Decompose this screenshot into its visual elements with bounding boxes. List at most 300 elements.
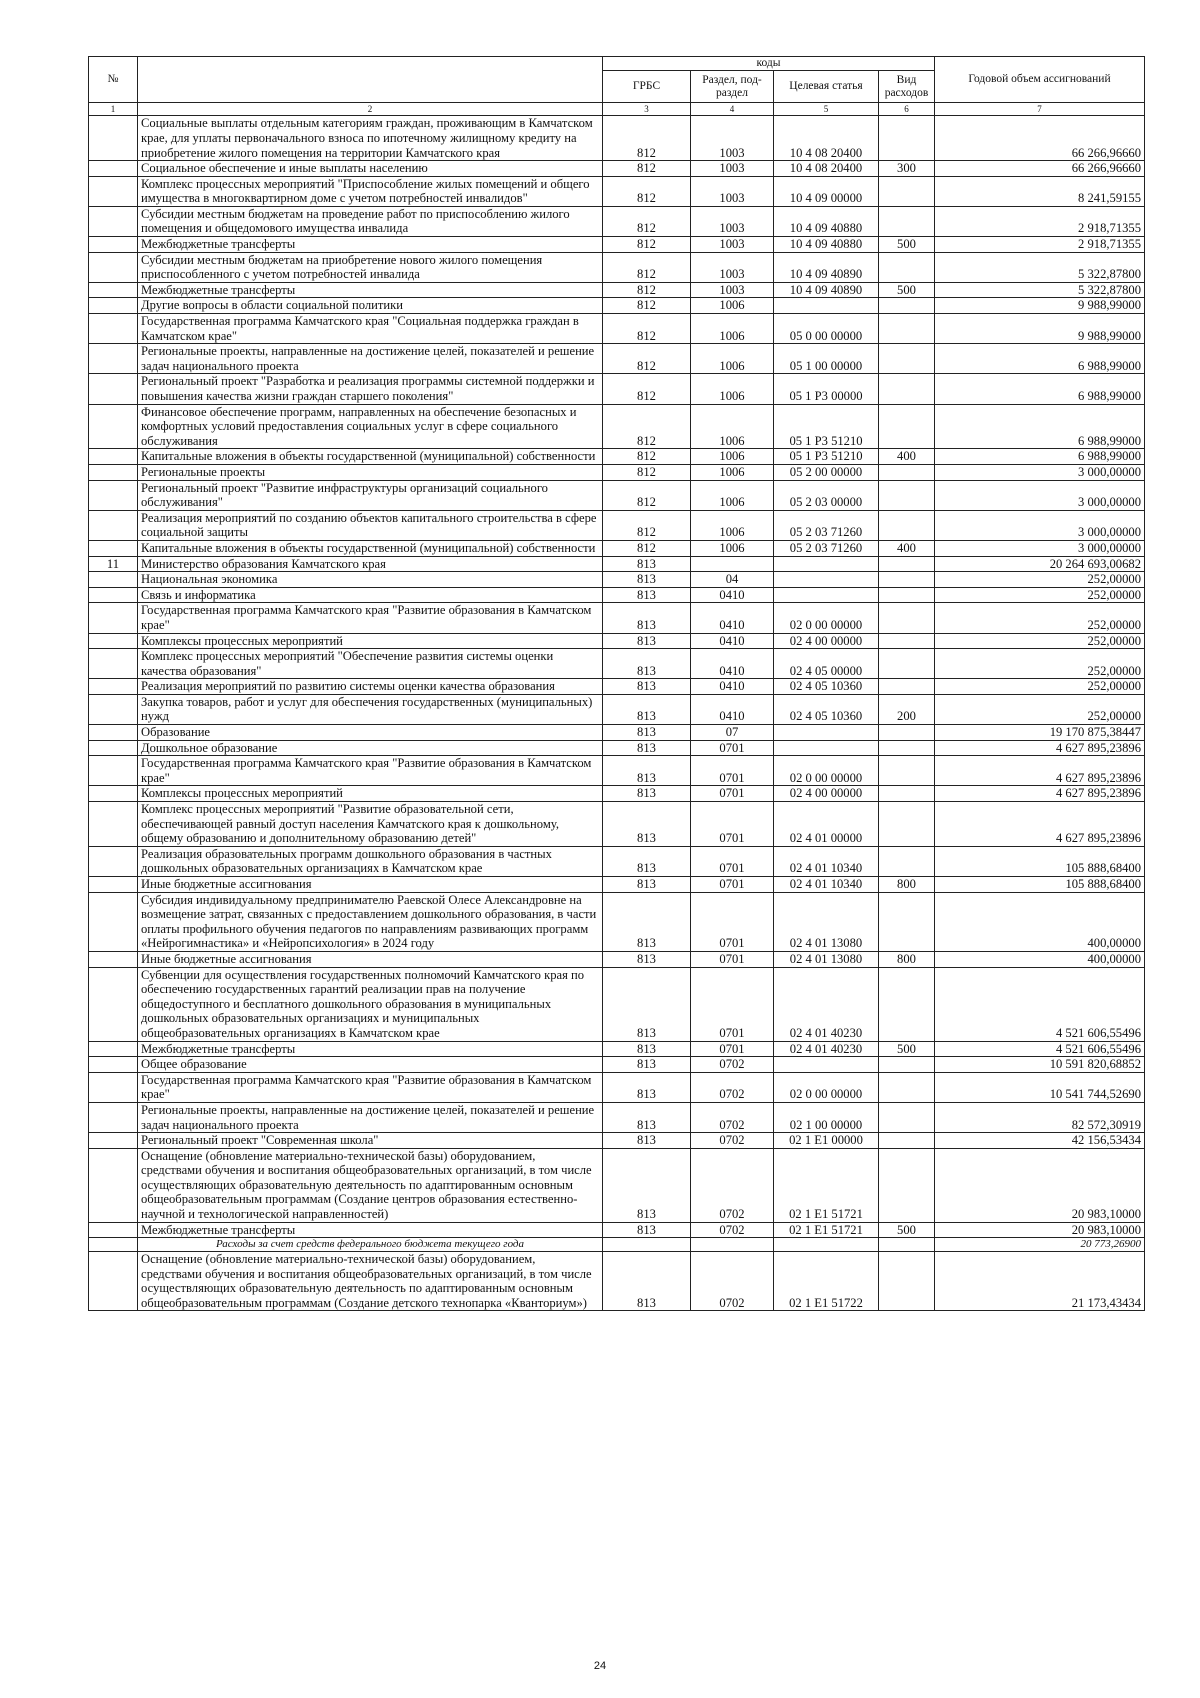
row-target-article: 02 4 01 10340 <box>774 846 879 876</box>
row-section: 1003 <box>691 176 774 206</box>
row-amount: 4 627 895,23896 <box>935 740 1145 756</box>
row-expense-type <box>879 206 935 236</box>
row-amount: 2 918,71355 <box>935 206 1145 236</box>
table-row <box>89 480 1145 510</box>
row-name: Национальная экономика <box>138 572 603 588</box>
row-grbs: 812 <box>603 344 691 374</box>
row-section: 1006 <box>691 404 774 449</box>
row-number <box>89 951 138 967</box>
row-target-article: 10 4 09 00000 <box>774 176 879 206</box>
row-amount: 4 627 895,23896 <box>935 756 1145 786</box>
row-expense-type <box>879 892 935 951</box>
header-index: 4 <box>691 103 774 116</box>
row-target-article: 05 1 P3 00000 <box>774 374 879 404</box>
header-index: 2 <box>138 103 603 116</box>
table-row <box>89 1222 1145 1238</box>
row-expense-type: 500 <box>879 237 935 253</box>
row-grbs: 812 <box>603 298 691 314</box>
table-row <box>89 679 1145 695</box>
row-number <box>89 572 138 588</box>
row-number <box>89 404 138 449</box>
row-number <box>89 740 138 756</box>
row-expense-type <box>879 176 935 206</box>
header-index: 3 <box>603 103 691 116</box>
header-name <box>138 57 603 103</box>
row-target-article: 02 0 00 00000 <box>774 603 879 633</box>
row-target-article: 02 4 01 10340 <box>774 877 879 893</box>
row-name: Капитальные вложения в объекты государственной (муниципальной) собственности <box>138 449 603 465</box>
row-expense-type <box>879 510 935 540</box>
row-target-article: 10 4 09 40890 <box>774 252 879 282</box>
table-row <box>89 1252 1145 1311</box>
row-name: Оснащение (обновление материально-технической базы) оборудованием, средствами обучения и воспитания общеобразовательных организаций, в том числе осуществляющих образовательную деятельность по адаптированным основным общеобразовательным программам (Создание детского технопарка «Кванториум») <box>138 1252 603 1311</box>
row-name: Комплекс процессных мероприятий "Развитие образовательной сети, обеспечивающей равный доступ населения Камчатского края к дошкольному, общему образованию и дополнительному образованию детей" <box>138 802 603 847</box>
row-target-article: 02 4 05 10360 <box>774 694 879 724</box>
row-number <box>89 298 138 314</box>
table-row <box>89 237 1145 253</box>
row-grbs: 813 <box>603 572 691 588</box>
row-amount: 20 264 693,00682 <box>935 556 1145 572</box>
row-target-article: 10 4 09 40880 <box>774 206 879 236</box>
row-number <box>89 877 138 893</box>
row-grbs: 812 <box>603 464 691 480</box>
row-expense-type <box>879 1057 935 1073</box>
row-number <box>89 892 138 951</box>
row-name: Другие вопросы в области социальной политики <box>138 298 603 314</box>
row-grbs: 812 <box>603 449 691 465</box>
row-target-article: 02 0 00 00000 <box>774 1072 879 1102</box>
row-section: 0702 <box>691 1133 774 1149</box>
table-row <box>89 649 1145 679</box>
table-row <box>89 449 1145 465</box>
row-amount: 66 266,96660 <box>935 161 1145 177</box>
row-number <box>89 1102 138 1132</box>
row-name: Расходы за счет средств федерального бюджета текущего года <box>138 1238 603 1252</box>
row-grbs: 813 <box>603 587 691 603</box>
row-expense-type <box>879 786 935 802</box>
row-section: 0702 <box>691 1252 774 1311</box>
row-name: Социальные выплаты отдельным категориям граждан, проживающим в Камчатском крае, для уплаты первоначального взноса по ипотечному жилищному кредиту на приобретение жилого помещения на территории Камчатского края <box>138 116 603 161</box>
row-section: 0701 <box>691 892 774 951</box>
row-expense-type: 500 <box>879 1222 935 1238</box>
header-index: 1 <box>89 103 138 116</box>
row-number <box>89 1041 138 1057</box>
row-grbs: 813 <box>603 633 691 649</box>
row-name: Региональный проект "Развитие инфраструктуры организаций социального обслуживания" <box>138 480 603 510</box>
row-name: Реализация мероприятий по развитию системы оценки качества образования <box>138 679 603 695</box>
table-row <box>89 587 1145 603</box>
row-section: 1003 <box>691 282 774 298</box>
row-number <box>89 679 138 695</box>
row-amount: 6 988,99000 <box>935 449 1145 465</box>
row-expense-type: 300 <box>879 161 935 177</box>
row-target-article: 02 1 00 00000 <box>774 1102 879 1132</box>
row-target-article: 02 4 01 40230 <box>774 967 879 1041</box>
table-row <box>89 556 1145 572</box>
row-grbs: 813 <box>603 556 691 572</box>
row-section: 0701 <box>691 1041 774 1057</box>
row-name: Государственная программа Камчатского края "Развитие образования в Камчатском крае" <box>138 1072 603 1102</box>
row-grbs: 813 <box>603 1148 691 1222</box>
row-expense-type <box>879 725 935 741</box>
row-number: 11 <box>89 556 138 572</box>
table-row <box>89 1148 1145 1222</box>
row-expense-type <box>879 464 935 480</box>
row-expense-type <box>879 633 935 649</box>
row-number <box>89 786 138 802</box>
row-amount: 20 773,26900 <box>935 1238 1145 1252</box>
row-number <box>89 116 138 161</box>
row-target-article: 10 4 08 20400 <box>774 161 879 177</box>
row-grbs: 812 <box>603 161 691 177</box>
table-row <box>89 1057 1145 1073</box>
row-section: 0702 <box>691 1057 774 1073</box>
row-number <box>89 1148 138 1222</box>
table-row <box>89 951 1145 967</box>
row-expense-type <box>879 1148 935 1222</box>
row-name: Региональный проект "Современная школа" <box>138 1133 603 1149</box>
table-body <box>89 116 1145 1311</box>
row-target-article <box>774 572 879 588</box>
row-name: Государственная программа Камчатского края "Развитие образования в Камчатском крае" <box>138 756 603 786</box>
table-row <box>89 725 1145 741</box>
row-expense-type <box>879 587 935 603</box>
row-grbs: 812 <box>603 282 691 298</box>
row-expense-type <box>879 679 935 695</box>
row-section: 1006 <box>691 314 774 344</box>
row-name: Реализация образовательных программ дошкольного образования в частных дошкольных образовательных организациях в Камчатском крае <box>138 846 603 876</box>
row-target-article: 02 1 E1 00000 <box>774 1133 879 1149</box>
row-target-article: 05 1 P3 51210 <box>774 449 879 465</box>
row-grbs: 813 <box>603 846 691 876</box>
row-expense-type <box>879 252 935 282</box>
row-section: 07 <box>691 725 774 741</box>
row-name: Иные бюджетные ассигнования <box>138 951 603 967</box>
row-number <box>89 603 138 633</box>
row-grbs: 813 <box>603 802 691 847</box>
row-target-article: 02 4 00 00000 <box>774 633 879 649</box>
row-section: 1003 <box>691 252 774 282</box>
row-target-article: 02 4 01 40230 <box>774 1041 879 1057</box>
page-number: 24 <box>593 1660 607 1672</box>
row-amount: 10 591 820,68852 <box>935 1057 1145 1073</box>
row-section: 0702 <box>691 1148 774 1222</box>
row-name: Субвенции для осуществления государственных полномочий Камчатского края по обеспечению государственных гарантий реализации прав на получение общедоступного и бесплатного дошкольного образования в муниципальных дошкольных образовательных организациях и муниципальных общеобразовательных организациях в Камчатском крае <box>138 967 603 1041</box>
row-amount: 6 988,99000 <box>935 344 1145 374</box>
table-row <box>89 176 1145 206</box>
row-expense-type <box>879 967 935 1041</box>
row-section: 0701 <box>691 967 774 1041</box>
row-target-article <box>774 298 879 314</box>
table-row <box>89 756 1145 786</box>
header-index: 7 <box>935 103 1145 116</box>
row-name: Социальное обеспечение и иные выплаты населению <box>138 161 603 177</box>
row-target-article: 02 4 05 00000 <box>774 649 879 679</box>
row-section: 0410 <box>691 603 774 633</box>
row-number <box>89 344 138 374</box>
row-section <box>691 556 774 572</box>
row-grbs: 812 <box>603 252 691 282</box>
row-name: Межбюджетные трансферты <box>138 1041 603 1057</box>
row-section: 0702 <box>691 1222 774 1238</box>
row-expense-type: 800 <box>879 877 935 893</box>
row-number <box>89 649 138 679</box>
row-name: Региональные проекты <box>138 464 603 480</box>
row-grbs: 812 <box>603 480 691 510</box>
row-expense-type <box>879 314 935 344</box>
row-amount: 42 156,53434 <box>935 1133 1145 1149</box>
table-row <box>89 404 1145 449</box>
table-row <box>89 967 1145 1041</box>
row-number <box>89 967 138 1041</box>
table-row <box>89 314 1145 344</box>
row-number <box>89 587 138 603</box>
row-amount: 3 000,00000 <box>935 510 1145 540</box>
table-row <box>89 464 1145 480</box>
row-number <box>89 252 138 282</box>
row-target-article: 05 0 00 00000 <box>774 314 879 344</box>
row-section: 1003 <box>691 161 774 177</box>
row-expense-type: 400 <box>879 540 935 556</box>
row-target-article: 02 1 E1 51722 <box>774 1252 879 1311</box>
row-target-article: 02 4 01 13080 <box>774 892 879 951</box>
row-section: 1006 <box>691 540 774 556</box>
row-amount: 252,00000 <box>935 603 1145 633</box>
row-section <box>691 1238 774 1252</box>
row-target-article <box>774 1057 879 1073</box>
row-section: 0410 <box>691 587 774 603</box>
row-name: Комплекс процессных мероприятий "Обеспечение развития системы оценки качества образования" <box>138 649 603 679</box>
row-target-article: 10 4 09 40890 <box>774 282 879 298</box>
row-name: Министерство образования Камчатского края <box>138 556 603 572</box>
row-section: 0702 <box>691 1102 774 1132</box>
row-amount: 19 170 875,38447 <box>935 725 1145 741</box>
row-section: 0410 <box>691 633 774 649</box>
row-grbs: 813 <box>603 967 691 1041</box>
row-number <box>89 633 138 649</box>
row-name: Межбюджетные трансферты <box>138 237 603 253</box>
row-name: Оснащение (обновление материально-технической базы) оборудованием, средствами обучения и воспитания общеобразовательных организаций, в том числе осуществляющих образовательную деятельность по адаптированным основным общеобразовательным программам (Создание центров образования естественно-научной и технологической направленностей) <box>138 1148 603 1222</box>
row-section: 1006 <box>691 344 774 374</box>
row-expense-type: 400 <box>879 449 935 465</box>
header-no: № <box>89 57 138 103</box>
row-number <box>89 846 138 876</box>
row-amount: 5 322,87800 <box>935 282 1145 298</box>
row-section: 0702 <box>691 1072 774 1102</box>
row-expense-type <box>879 1072 935 1102</box>
row-number <box>89 540 138 556</box>
row-expense-type <box>879 603 935 633</box>
row-target-article: 02 0 00 00000 <box>774 756 879 786</box>
row-target-article: 10 4 08 20400 <box>774 116 879 161</box>
row-amount: 400,00000 <box>935 892 1145 951</box>
row-target-article <box>774 725 879 741</box>
row-number <box>89 694 138 724</box>
row-grbs: 812 <box>603 237 691 253</box>
row-section: 0701 <box>691 802 774 847</box>
row-amount: 400,00000 <box>935 951 1145 967</box>
row-section: 0701 <box>691 877 774 893</box>
row-number <box>89 510 138 540</box>
row-amount: 252,00000 <box>935 649 1145 679</box>
row-section: 1006 <box>691 298 774 314</box>
row-target-article: 05 1 00 00000 <box>774 344 879 374</box>
row-name: Дошкольное образование <box>138 740 603 756</box>
row-expense-type <box>879 1102 935 1132</box>
header-index: 6 <box>879 103 935 116</box>
row-target-article: 05 2 03 71260 <box>774 540 879 556</box>
table-row <box>89 344 1145 374</box>
row-name: Межбюджетные трансферты <box>138 1222 603 1238</box>
row-amount: 252,00000 <box>935 587 1145 603</box>
row-section: 1006 <box>691 374 774 404</box>
row-amount: 66 266,96660 <box>935 116 1145 161</box>
row-grbs: 813 <box>603 756 691 786</box>
row-amount: 105 888,68400 <box>935 877 1145 893</box>
row-grbs: 813 <box>603 740 691 756</box>
row-name: Финансовое обеспечение программ, направленных на обеспечение безопасных и комфортных условий предоставления социальных услуг в сфере социального обслуживания <box>138 404 603 449</box>
row-name: Субсидия индивидуальному предпринимателю Раевской Олесе Александровне на возмещение затрат, связанных с предоставлением дошкольного образования, в части оплаты профильного обучения педагогов по направлениям развивающих программ «Нейрогимнастика» и «Нейропсихология» в 2024 году <box>138 892 603 951</box>
table-row <box>89 846 1145 876</box>
row-number <box>89 480 138 510</box>
row-amount: 4 521 606,55496 <box>935 1041 1145 1057</box>
table-row <box>89 877 1145 893</box>
table-row <box>89 1102 1145 1132</box>
row-grbs: 813 <box>603 1133 691 1149</box>
row-grbs: 813 <box>603 1057 691 1073</box>
row-name: Государственная программа Камчатского края "Социальная поддержка граждан в Камчатском крае" <box>138 314 603 344</box>
row-grbs: 812 <box>603 176 691 206</box>
row-name: Субсидии местным бюджетам на проведение работ по приспособлению жилого помещения и общедомового имущества инвалида <box>138 206 603 236</box>
header-type: Вид расходов <box>879 71 935 103</box>
row-number <box>89 206 138 236</box>
budget-table <box>88 56 1145 1311</box>
row-section: 0410 <box>691 679 774 695</box>
row-grbs: 812 <box>603 206 691 236</box>
table-header <box>89 57 1145 116</box>
row-grbs: 813 <box>603 649 691 679</box>
row-grbs: 813 <box>603 1252 691 1311</box>
header-volume: Годовой объем ассигнований <box>935 57 1145 103</box>
row-target-article: 02 4 00 00000 <box>774 786 879 802</box>
table-row <box>89 633 1145 649</box>
row-number <box>89 1133 138 1149</box>
row-amount: 10 541 744,52690 <box>935 1072 1145 1102</box>
table-row <box>89 1133 1145 1149</box>
row-number <box>89 1057 138 1073</box>
row-grbs: 812 <box>603 116 691 161</box>
row-target-article: 02 4 05 10360 <box>774 679 879 695</box>
row-grbs: 813 <box>603 1102 691 1132</box>
row-number <box>89 237 138 253</box>
row-amount: 3 000,00000 <box>935 464 1145 480</box>
row-section: 1006 <box>691 510 774 540</box>
row-amount: 9 988,99000 <box>935 314 1145 344</box>
row-number <box>89 725 138 741</box>
table-row <box>89 694 1145 724</box>
row-number <box>89 756 138 786</box>
header-article: Целевая статья <box>774 71 879 103</box>
row-grbs: 813 <box>603 603 691 633</box>
table-row <box>89 740 1145 756</box>
row-grbs: 813 <box>603 892 691 951</box>
row-amount: 252,00000 <box>935 572 1145 588</box>
row-expense-type <box>879 649 935 679</box>
row-name: Комплексы процессных мероприятий <box>138 786 603 802</box>
row-amount: 4 521 606,55496 <box>935 967 1145 1041</box>
row-name: Капитальные вложения в объекты государственной (муниципальной) собственности <box>138 540 603 556</box>
row-amount: 252,00000 <box>935 679 1145 695</box>
header-index: 5 <box>774 103 879 116</box>
row-number <box>89 282 138 298</box>
row-grbs: 812 <box>603 404 691 449</box>
row-target-article: 02 1 E1 51721 <box>774 1222 879 1238</box>
row-name: Межбюджетные трансферты <box>138 282 603 298</box>
row-expense-type <box>879 740 935 756</box>
table-row <box>89 1041 1145 1057</box>
row-amount: 252,00000 <box>935 694 1145 724</box>
row-expense-type <box>879 556 935 572</box>
row-grbs: 813 <box>603 679 691 695</box>
row-expense-type <box>879 480 935 510</box>
row-amount: 20 983,10000 <box>935 1222 1145 1238</box>
row-name: Субсидии местным бюджетам на приобретение нового жилого помещения приспособленного с учетом потребностей инвалида <box>138 252 603 282</box>
row-grbs: 813 <box>603 786 691 802</box>
row-expense-type <box>879 374 935 404</box>
row-amount: 6 988,99000 <box>935 404 1145 449</box>
row-grbs: 812 <box>603 314 691 344</box>
table-row <box>89 206 1145 236</box>
row-target-article <box>774 1238 879 1252</box>
row-section: 0410 <box>691 649 774 679</box>
row-target-article: 02 4 01 00000 <box>774 802 879 847</box>
table-note-row <box>89 1238 1145 1252</box>
row-name: Образование <box>138 725 603 741</box>
table-row <box>89 540 1145 556</box>
row-grbs: 812 <box>603 374 691 404</box>
row-expense-type <box>879 1252 935 1311</box>
row-expense-type <box>879 116 935 161</box>
row-section: 1006 <box>691 449 774 465</box>
row-expense-type: 500 <box>879 1041 935 1057</box>
row-amount: 6 988,99000 <box>935 374 1145 404</box>
row-target-article: 05 2 03 00000 <box>774 480 879 510</box>
row-expense-type <box>879 1133 935 1149</box>
row-number <box>89 802 138 847</box>
row-amount: 82 572,30919 <box>935 1102 1145 1132</box>
table-row <box>89 802 1145 847</box>
row-name: Региональный проект "Разработка и реализация программы системной поддержки и повышения качества жизни граждан старшего поколения" <box>138 374 603 404</box>
header-grbs: ГРБС <box>603 71 691 103</box>
table-row <box>89 161 1145 177</box>
row-name: Связь и информатика <box>138 587 603 603</box>
row-name: Комплекс процессных мероприятий "Приспособление жилых помещений и общего имущества в многоквартирном доме с учетом потребностей инвалидов" <box>138 176 603 206</box>
row-number <box>89 374 138 404</box>
row-expense-type <box>879 298 935 314</box>
table-row <box>89 572 1145 588</box>
row-section: 0701 <box>691 951 774 967</box>
row-section: 0701 <box>691 786 774 802</box>
row-amount: 4 627 895,23896 <box>935 802 1145 847</box>
row-amount: 9 988,99000 <box>935 298 1145 314</box>
row-expense-type <box>879 756 935 786</box>
table-row <box>89 252 1145 282</box>
row-section: 0701 <box>691 846 774 876</box>
row-target-article: 05 2 03 71260 <box>774 510 879 540</box>
table-row <box>89 374 1145 404</box>
row-grbs <box>603 1238 691 1252</box>
row-amount: 21 173,43434 <box>935 1252 1145 1311</box>
